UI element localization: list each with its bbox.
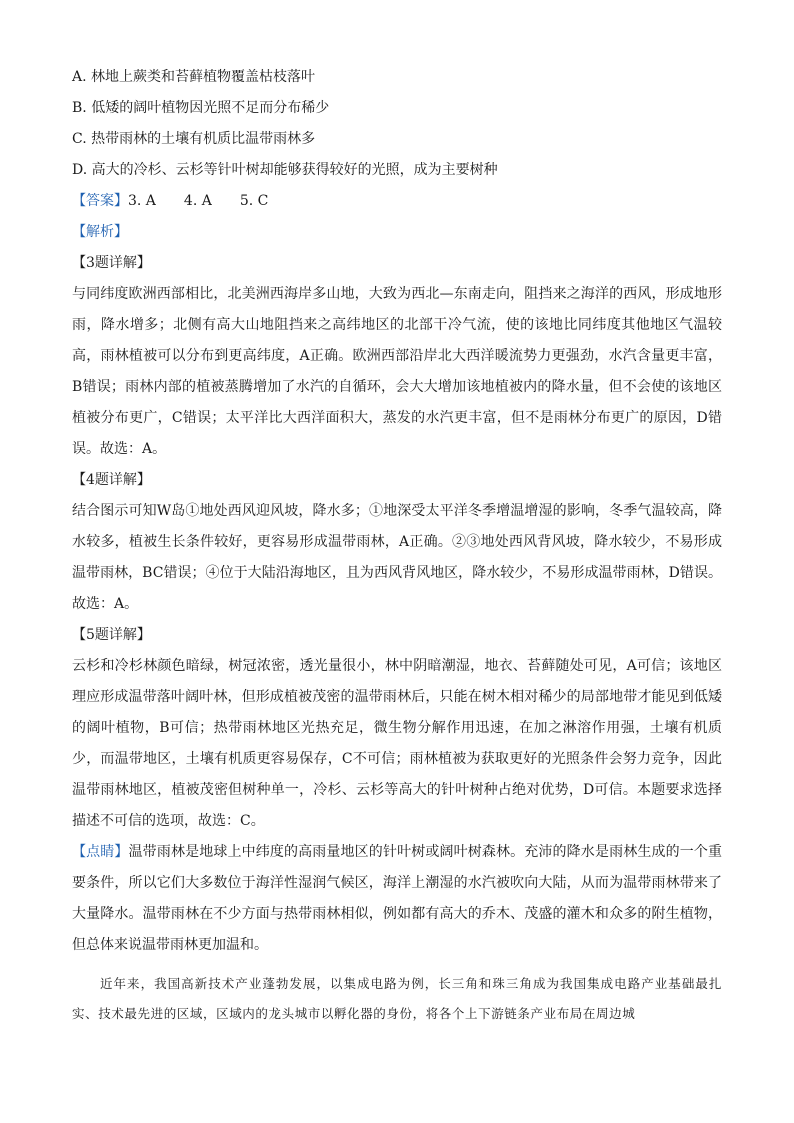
q3-explanation: 与同纬度欧洲西部相比，北美洲西海岸多山地，大致为西北—东南走向，阻挡来之海洋的西风，形成地形雨，降水增多；北侧有高大山地阻挡来之高纬地区的北部干冷气流，使的该地比同纬度其他地区气温较高，雨林植被可以分布到更高纬度，A正确。欧洲西部沿岸北大西洋暖流势力更强劲，水汽含量更丰富，B错误；雨林内部的植被蒸腾增加了水汽的自循环，会大大增加该地植被内的降水量，但不会使的该地区植被分布更广，C错误；太平洋比大西洋面积大，蒸发的水汽更丰富，但不是雨林分布更广的原因，D错误。故选：A。 bbox=[72, 286, 722, 457]
note-text: 温带雨林是地球上中纬度的高雨量地区的针叶树或阔叶树森林。充沛的降水是雨林生成的一个重要条件，所以它们大多数位于海洋性湿润气候区，海洋上潮湿的水汽被吹向大陆，从而为温带雨林带来了大量降水。温带雨林在不少方面与热带雨林相似，例如都有高大的乔木、茂盛的灌木和众多的附生植物，但总体来说温带雨林更加温和。 bbox=[72, 844, 723, 953]
q5-explanation: 云杉和冷杉林颜色暗绿，树冠浓密，透光量很小，林中阴暗潮湿，地衣、苔藓随处可见，A可信；该地区理应形成温带落叶阔叶林，但形成植被茂密的温带雨林后，只能在树木相对稀少的局部地带才能见到低矮的阔叶植物，B可信；热带雨林地区光热充足，微生物分解作用迅速，在加之淋溶作用强，土壤有机质少，而温带地区，土壤有机质更容易保存，C不可信；雨林植被为获取更好的光照条件会努力竞争，因此温带雨林地区，植被茂密但树种单一，冷杉、云杉等高大的针叶树种占绝对优势，D可信。本题要求选择描述不可信的选项，故选：C。 bbox=[72, 658, 722, 829]
document-content bbox=[72, 62, 722, 1042]
answer-item-5: 5. C bbox=[239, 193, 269, 209]
answer-item-3: 3. A bbox=[128, 193, 156, 209]
answer-tag: 【答案】 bbox=[72, 193, 128, 209]
note-tag: 【点睛】 bbox=[72, 844, 129, 860]
q5-heading: 【5题详解】 bbox=[72, 627, 151, 643]
reading-passage: 近年来，我国高新技术产业蓬勃发展，以集成电路为例，长三角和珠三角成为我国集成电路产业基础最扎实、技术最先进的区域，区域内的龙头城市以孵化器的身份，将各个上下游链条产业布局在周边城 bbox=[72, 976, 722, 1021]
analysis-tag: 【解析】 bbox=[72, 224, 128, 240]
answer-line bbox=[72, 186, 722, 217]
option-a: A. 林地上蕨类和苔藓植物覆盖枯枝落叶 bbox=[72, 69, 316, 85]
option-b: B. 低矮的阔叶植物因光照不足而分布稀少 bbox=[72, 100, 330, 116]
q4-heading: 【4题详解】 bbox=[72, 472, 151, 488]
option-d: D. 高大的冷杉、云杉等针叶树却能够获得较好的光照，成为主要树种 bbox=[72, 162, 498, 178]
note-paragraph bbox=[72, 837, 722, 961]
q3-heading: 【3题详解】 bbox=[72, 255, 151, 271]
q4-explanation: 结合图示可知W岛①地处西风迎风坡，降水多；①地深受太平洋冬季增温增湿的影响，冬季气温较高，降水较多，植被生长条件较好，更容易形成温带雨林，A正确。②③地处西风背风坡，降水较少，不易形成温带雨林，BC错误；④位于大陆沿海地区，且为西风背风地区，降水较少，不易形成温带雨林，D错误。故选：A。 bbox=[72, 503, 722, 612]
option-c: C. 热带雨林的土壤有机质比温带雨林多 bbox=[72, 131, 316, 147]
answer-item-4: 4. A bbox=[183, 193, 212, 209]
